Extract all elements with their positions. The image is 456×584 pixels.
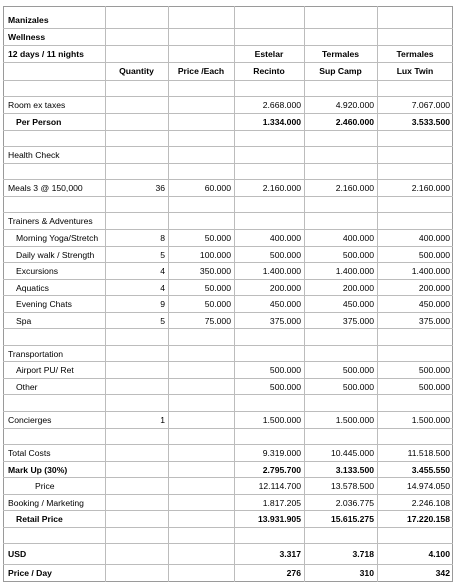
estelar-value[interactable]: 2.668.000 bbox=[262, 100, 301, 110]
sup-camp-value[interactable]: 4.920.000 bbox=[335, 100, 374, 110]
estelar-value[interactable]: 1.817.205 bbox=[262, 498, 301, 508]
estelar-value[interactable]: 500.000 bbox=[269, 365, 301, 375]
header-row bbox=[3, 63, 453, 80]
estelar-value[interactable]: 276 bbox=[286, 568, 301, 578]
lux-twin-value[interactable]: 400.000 bbox=[418, 233, 450, 243]
row-label[interactable]: Total Costs bbox=[8, 448, 51, 458]
table-row bbox=[3, 445, 453, 462]
title-program[interactable]: Wellness bbox=[8, 32, 46, 42]
lux-twin-value[interactable]: 200.000 bbox=[418, 283, 450, 293]
table-row bbox=[3, 565, 453, 582]
row-label[interactable]: Trainers & Adventures bbox=[8, 216, 93, 226]
lux-twin-value[interactable]: 7.067.000 bbox=[411, 100, 450, 110]
price-each-value[interactable]: 350.000 bbox=[199, 266, 231, 276]
price-each-value[interactable]: 50.000 bbox=[204, 299, 231, 309]
sup-camp-value[interactable]: 500.000 bbox=[342, 250, 374, 260]
estelar-value[interactable]: 450.000 bbox=[269, 299, 301, 309]
row-divider bbox=[3, 45, 453, 46]
header-sup-camp[interactable]: Sup Camp bbox=[319, 66, 362, 76]
title-duration[interactable]: 12 days / 11 nights bbox=[8, 49, 84, 59]
lux-twin-value[interactable]: 14.974.050 bbox=[406, 481, 450, 491]
sup-camp-value[interactable]: 15.615.275 bbox=[330, 514, 374, 524]
quantity-value[interactable]: 5 bbox=[160, 250, 165, 260]
table-row bbox=[3, 296, 453, 313]
lux-twin-value[interactable]: 3.455.550 bbox=[411, 465, 450, 475]
table-row bbox=[3, 379, 453, 396]
row-label[interactable]: Price / Day bbox=[8, 568, 52, 578]
lux-twin-value[interactable]: 2.160.000 bbox=[411, 183, 450, 193]
lux-twin-value[interactable]: 450.000 bbox=[418, 299, 450, 309]
table-row bbox=[3, 478, 453, 495]
table-row bbox=[3, 511, 453, 528]
estelar-value[interactable]: 375.000 bbox=[269, 316, 301, 326]
table-row bbox=[3, 495, 453, 512]
quantity-value[interactable]: 36 bbox=[155, 183, 165, 193]
row-label[interactable]: Aquatics bbox=[16, 283, 49, 293]
estelar-value[interactable]: 12.114.700 bbox=[258, 481, 301, 491]
header-quantity[interactable]: Quantity bbox=[119, 66, 154, 76]
table-row bbox=[3, 346, 453, 363]
sup-camp-value[interactable]: 500.000 bbox=[342, 365, 374, 375]
estelar-value[interactable]: 500.000 bbox=[269, 382, 301, 392]
header-termales-1[interactable]: Termales bbox=[321, 49, 360, 59]
price-each-value[interactable]: 75.000 bbox=[204, 316, 231, 326]
header-recinto[interactable]: Recinto bbox=[253, 66, 285, 76]
title-row bbox=[3, 46, 453, 63]
row-label[interactable]: Morning Yoga/Stretch bbox=[16, 233, 99, 243]
lux-twin-value[interactable]: 11.518.500 bbox=[407, 448, 450, 458]
price-each-value[interactable]: 50.000 bbox=[204, 233, 231, 243]
row-label[interactable]: Other bbox=[16, 382, 38, 392]
price-each-value[interactable]: 50.000 bbox=[204, 283, 231, 293]
lux-twin-value[interactable]: 375.000 bbox=[418, 316, 450, 326]
header-estelar[interactable]: Estelar bbox=[254, 49, 284, 59]
title-row bbox=[3, 29, 453, 46]
lux-twin-value[interactable]: 500.000 bbox=[418, 250, 450, 260]
estelar-value[interactable]: 500.000 bbox=[269, 250, 301, 260]
sup-camp-value[interactable]: 310 bbox=[359, 568, 374, 578]
lux-twin-value[interactable]: 1.400.000 bbox=[411, 266, 450, 276]
quantity-value[interactable]: 9 bbox=[160, 299, 165, 309]
lux-twin-value[interactable]: 17.220.158 bbox=[406, 514, 450, 524]
estelar-value[interactable]: 2.160.000 bbox=[262, 183, 301, 193]
table-row bbox=[3, 546, 453, 563]
price-each-value[interactable]: 100.000 bbox=[199, 250, 231, 260]
estelar-value[interactable]: 3.317 bbox=[279, 549, 301, 559]
lux-twin-value[interactable]: 500.000 bbox=[418, 382, 450, 392]
table-row bbox=[3, 412, 453, 429]
sup-camp-value[interactable]: 200.000 bbox=[342, 283, 374, 293]
row-label[interactable]: Excursions bbox=[16, 266, 59, 276]
quantity-value[interactable]: 1 bbox=[160, 415, 165, 425]
price-each-value[interactable]: 60.000 bbox=[204, 183, 231, 193]
row-label[interactable]: Transportation bbox=[8, 349, 64, 359]
table-row bbox=[3, 147, 453, 164]
sup-camp-value[interactable]: 3.718 bbox=[352, 549, 374, 559]
estelar-value[interactable]: 2.795.700 bbox=[262, 465, 301, 475]
estelar-value[interactable]: 200.000 bbox=[269, 283, 301, 293]
title-city[interactable]: Manizales bbox=[8, 15, 49, 25]
estelar-value[interactable]: 400.000 bbox=[269, 233, 301, 243]
lux-twin-value[interactable]: 3.533.500 bbox=[411, 117, 450, 127]
header-lux-twin[interactable]: Lux Twin bbox=[396, 66, 434, 76]
sup-camp-value[interactable]: 2.160.000 bbox=[335, 183, 374, 193]
table-row bbox=[3, 97, 453, 114]
table-row bbox=[3, 362, 453, 379]
quantity-value[interactable]: 4 bbox=[160, 283, 165, 293]
header-price-each[interactable]: Price /Each bbox=[177, 66, 225, 76]
row-label[interactable]: Price bbox=[35, 481, 55, 491]
row-label[interactable]: Evening Chats bbox=[16, 299, 72, 309]
row-label[interactable]: USD bbox=[8, 549, 27, 559]
row-label[interactable]: Daily walk / Strength bbox=[16, 250, 95, 260]
sup-camp-value[interactable]: 1.500.000 bbox=[335, 415, 374, 425]
estelar-value[interactable]: 1.500.000 bbox=[262, 415, 301, 425]
sup-camp-value[interactable]: 1.400.000 bbox=[335, 266, 374, 276]
row-label[interactable]: Mark Up (30%) bbox=[8, 465, 68, 475]
quantity-value[interactable]: 8 bbox=[160, 233, 165, 243]
table-row bbox=[3, 247, 453, 264]
lux-twin-value[interactable]: 2.246.108 bbox=[411, 498, 450, 508]
table-row bbox=[3, 114, 453, 131]
estelar-value[interactable]: 1.400.000 bbox=[262, 266, 301, 276]
row-label[interactable]: Retail Price bbox=[16, 514, 63, 524]
sup-camp-value[interactable]: 450.000 bbox=[342, 299, 374, 309]
sup-camp-value[interactable]: 3.133.500 bbox=[335, 465, 374, 475]
table-row bbox=[3, 213, 453, 230]
table-row bbox=[3, 313, 453, 330]
table-row bbox=[3, 280, 453, 297]
row-divider bbox=[3, 62, 453, 63]
table-row bbox=[3, 230, 453, 247]
sup-camp-value[interactable]: 375.000 bbox=[342, 316, 374, 326]
estelar-value[interactable]: 9.319.000 bbox=[262, 448, 301, 458]
lux-twin-value[interactable]: 500.000 bbox=[418, 365, 450, 375]
row-label[interactable]: Spa bbox=[16, 316, 32, 326]
row-label[interactable]: Airport PU/ Ret bbox=[16, 365, 74, 375]
sup-camp-value[interactable]: 10.445.000 bbox=[330, 448, 374, 458]
row-label[interactable]: Room ex taxes bbox=[8, 100, 66, 110]
header-termales-2[interactable]: Termales bbox=[396, 49, 434, 59]
sup-camp-value[interactable]: 13.578.500 bbox=[330, 481, 374, 491]
sup-camp-value[interactable]: 400.000 bbox=[342, 233, 374, 243]
table-row bbox=[3, 263, 453, 280]
estelar-value[interactable]: 1.334.000 bbox=[262, 117, 301, 127]
quantity-value[interactable]: 4 bbox=[160, 266, 165, 276]
estelar-value[interactable]: 13.931.905 bbox=[257, 514, 301, 524]
row-divider bbox=[3, 543, 453, 544]
row-label[interactable]: Meals 3 @ 150,000 bbox=[8, 183, 83, 193]
row-label[interactable]: Booking / Marketing bbox=[8, 498, 84, 508]
lux-twin-value[interactable]: 342 bbox=[435, 568, 450, 578]
table-row bbox=[3, 180, 453, 197]
sup-camp-value[interactable]: 2.460.000 bbox=[335, 117, 374, 127]
row-label[interactable]: Per Person bbox=[16, 117, 62, 127]
title-row bbox=[3, 12, 453, 29]
row-label[interactable]: Health Check bbox=[8, 150, 60, 160]
sup-camp-value[interactable]: 2.036.775 bbox=[335, 498, 374, 508]
table-row bbox=[3, 462, 453, 479]
lux-twin-value[interactable]: 1.500.000 bbox=[411, 415, 450, 425]
row-divider bbox=[3, 80, 453, 81]
row-divider bbox=[3, 28, 453, 29]
lux-twin-value[interactable]: 4.100 bbox=[428, 549, 450, 559]
quantity-value[interactable]: 5 bbox=[160, 316, 165, 326]
sup-camp-value[interactable]: 500.000 bbox=[342, 382, 374, 392]
row-label[interactable]: Concierges bbox=[8, 415, 52, 425]
